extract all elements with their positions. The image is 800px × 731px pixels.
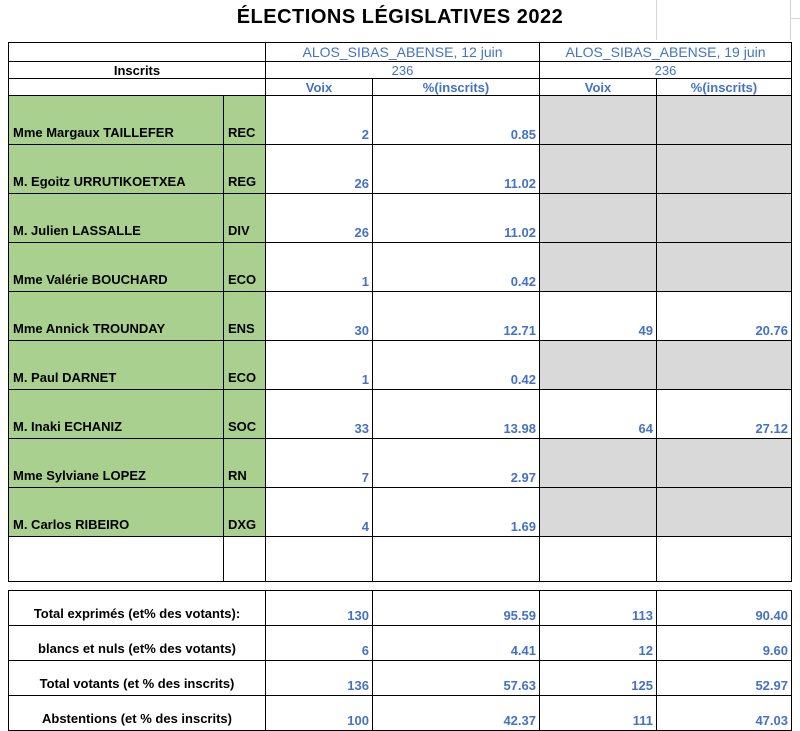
r1-voix: 2: [265, 95, 373, 145]
r2-pct-empty: [656, 242, 792, 292]
r1-voix: 33: [265, 389, 373, 439]
blank-cell: [8, 536, 224, 582]
blank-cell: [265, 536, 373, 582]
r2-pct-empty: [656, 340, 792, 390]
r2-voix-empty: [539, 438, 657, 488]
candidate-name: M. Carlos RIBEIRO: [8, 487, 224, 537]
total-r1-voix: 6: [265, 625, 373, 661]
total-label: Total votants (et % des inscrits): [8, 660, 266, 696]
r1-pct: 11.02: [372, 193, 540, 243]
r1-voix: 1: [265, 242, 373, 292]
candidate-name: Mme Sylviane LOPEZ: [8, 438, 224, 488]
total-r1-pct: 95.59: [372, 590, 540, 626]
candidate-name: M. Inaki ECHANIZ: [8, 389, 224, 439]
candidate-party: SOC: [223, 389, 266, 439]
total-label: Total exprimés (et% des votants):: [8, 590, 266, 626]
r1-pct: 11.02: [372, 144, 540, 194]
candidate-party: RN: [223, 438, 266, 488]
r2-voix-empty: [539, 242, 657, 292]
total-r2-pct: 9.60: [656, 625, 792, 661]
blank-cell: [372, 536, 540, 582]
round1-inscrits: 236: [265, 61, 540, 79]
candidate-party: ECO: [223, 242, 266, 292]
blank-cell: [539, 536, 657, 582]
r1-pct: 0.85: [372, 95, 540, 145]
r2-pct-empty: [656, 193, 792, 243]
r2-voix-empty: [539, 193, 657, 243]
candidate-name: Mme Annick TROUNDAY: [8, 291, 224, 341]
r2-voix-empty: [539, 487, 657, 537]
r1-voix-header: Voix: [265, 78, 373, 96]
candidate-name: Mme Margaux TAILLEFER: [8, 95, 224, 145]
r1-voix: 4: [265, 487, 373, 537]
r2-pct: 20.76: [656, 291, 792, 341]
r1-pct: 2.97: [372, 438, 540, 488]
r2-voix-header: Voix: [539, 78, 657, 96]
r2-voix-empty: [539, 144, 657, 194]
candidate-name: Mme Valérie BOUCHARD: [8, 242, 224, 292]
r2-pct-empty: [656, 95, 792, 145]
total-r2-pct: 52.97: [656, 660, 792, 696]
r2-voix: 64: [539, 389, 657, 439]
round2-inscrits: 236: [539, 61, 792, 79]
total-r1-voix: 136: [265, 660, 373, 696]
blank-cell: [223, 536, 266, 582]
candidate-party: DXG: [223, 487, 266, 537]
r1-voix: 7: [265, 438, 373, 488]
r1-pct: 1.69: [372, 487, 540, 537]
r2-pct-empty: [656, 487, 792, 537]
header-blank-2: [8, 78, 266, 96]
r1-voix: 26: [265, 193, 373, 243]
total-r2-voix: 125: [539, 660, 657, 696]
candidate-party: ECO: [223, 340, 266, 390]
candidate-party: DIV: [223, 193, 266, 243]
total-r2-pct: 90.40: [656, 590, 792, 626]
r2-pct-empty: [656, 438, 792, 488]
candidate-party: REG: [223, 144, 266, 194]
total-r1-voix: 100: [265, 695, 373, 731]
r1-pct: 12.71: [372, 291, 540, 341]
total-r1-pct: 42.37: [372, 695, 540, 731]
page-title: ÉLECTIONS LÉGISLATIVES 2022: [236, 6, 564, 28]
r1-voix: 30: [265, 291, 373, 341]
r2-voix-empty: [539, 340, 657, 390]
r2-pct: 27.12: [656, 389, 792, 439]
total-label: blancs et nuls (et% des votants): [8, 625, 266, 661]
total-r2-pct: 47.03: [656, 695, 792, 731]
r2-pct-header: %(inscrits): [656, 78, 792, 96]
total-r1-voix: 130: [265, 590, 373, 626]
header-blank: [8, 42, 266, 62]
blank-cell: [656, 536, 792, 582]
r2-voix: 49: [539, 291, 657, 341]
r1-pct: 13.98: [372, 389, 540, 439]
candidate-party: REC: [223, 95, 266, 145]
candidate-name: M. Paul DARNET: [8, 340, 224, 390]
round1-label: ALOS_SIBAS_ABENSE, 12 juin: [265, 42, 540, 62]
total-label: Abstentions (et % des inscrits): [8, 695, 266, 731]
r1-pct: 0.42: [372, 242, 540, 292]
r1-pct-header: %(inscrits): [372, 78, 540, 96]
total-r2-voix: 111: [539, 695, 657, 731]
total-r1-pct: 4.41: [372, 625, 540, 661]
r2-pct-empty: [656, 144, 792, 194]
r1-pct: 0.42: [372, 340, 540, 390]
r1-voix: 1: [265, 340, 373, 390]
round2-label: ALOS_SIBAS_ABENSE, 19 juin: [539, 42, 792, 62]
r2-voix-empty: [539, 95, 657, 145]
candidate-party: ENS: [223, 291, 266, 341]
total-r2-voix: 12: [539, 625, 657, 661]
total-r1-pct: 57.63: [372, 660, 540, 696]
inscrits-label: Inscrits: [8, 61, 266, 79]
candidate-name: M. Egoitz URRUTIKOETXEA: [8, 144, 224, 194]
total-r2-voix: 113: [539, 590, 657, 626]
candidate-name: M. Julien LASSALLE: [8, 193, 224, 243]
r1-voix: 26: [265, 144, 373, 194]
